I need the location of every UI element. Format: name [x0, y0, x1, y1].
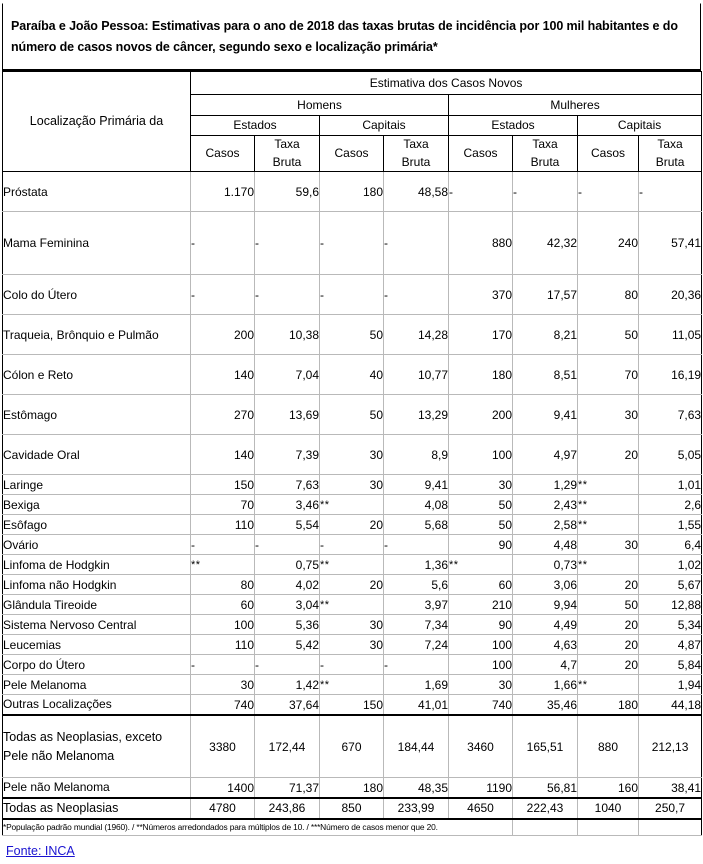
table-cell: -: [320, 212, 384, 275]
table-cell: 41,01: [384, 695, 449, 715]
table-cell: 5,36: [255, 615, 320, 635]
table-cell: 70: [578, 355, 639, 395]
table-cell: 1,66: [513, 675, 578, 695]
table-cell: 1,69: [384, 675, 449, 695]
header-metric-taxa-me: [513, 136, 578, 172]
table-cell: 140: [191, 435, 255, 475]
table-cell: 30: [320, 475, 384, 495]
header-homens-label: Homens: [297, 97, 342, 112]
table-cell: **: [578, 475, 639, 495]
row-label: Corpo do Útero: [3, 655, 191, 675]
header-metric-taxa-he: [255, 136, 320, 172]
table-cell: 20: [578, 575, 639, 595]
table-row: [3, 635, 702, 655]
table-cell: 5,05: [639, 435, 702, 475]
table-cell: 14,28: [384, 315, 449, 355]
table-cell: -: [384, 655, 449, 675]
table-cell: 100: [449, 635, 513, 655]
table-cell: 56,81: [513, 778, 578, 798]
table-cell: 180: [449, 355, 513, 395]
table-cell: -: [449, 172, 513, 212]
table-cell: 10,77: [384, 355, 449, 395]
table-cell: 880: [578, 715, 639, 778]
table-cell: 180: [320, 778, 384, 798]
table-row: [3, 615, 702, 635]
table-cell: 30: [191, 675, 255, 695]
table-cell: 4,97: [513, 435, 578, 475]
table-cell: 4780: [191, 798, 255, 819]
table-cell: -: [255, 655, 320, 675]
table-cell: 44,18: [639, 695, 702, 715]
table-cell: 30: [320, 435, 384, 475]
table-cell: 7,34: [384, 615, 449, 635]
table-cell: 20: [578, 435, 639, 475]
table-cell: 8,21: [513, 315, 578, 355]
taxa-line2: Bruta: [655, 154, 685, 169]
footnote-blank-1: [513, 819, 578, 836]
table-cell: **: [449, 555, 513, 575]
table-cell: 71,37: [255, 778, 320, 798]
table-cell: 57,41: [639, 212, 702, 275]
row-label: Cavidade Oral: [3, 435, 191, 475]
table-title-block: [2, 3, 701, 69]
table-cell: 5,54: [255, 515, 320, 535]
table-cell: -: [191, 655, 255, 675]
table-cell: **: [320, 495, 384, 515]
table-cell: 4,02: [255, 575, 320, 595]
table-cell: 17,57: [513, 275, 578, 315]
table-cell: 212,13: [639, 715, 702, 778]
table-cell: -: [320, 275, 384, 315]
table-cell: **: [320, 595, 384, 615]
table-cell: 16,19: [639, 355, 702, 395]
taxa-line1: Taxa: [274, 137, 300, 152]
row-label: Linfoma não Hodgkin: [3, 575, 191, 595]
table-row: [3, 435, 702, 475]
table-cell: 180: [578, 695, 639, 715]
table-cell: 59,6: [255, 172, 320, 212]
row-label: Todas as Neoplasias: [3, 798, 191, 819]
table-cell: **: [320, 555, 384, 575]
table-row: [3, 515, 702, 535]
table-row: [3, 595, 702, 615]
table-cell: 1,42: [255, 675, 320, 695]
table-cell: 30: [578, 395, 639, 435]
header-metric-taxa-mc: [639, 136, 702, 172]
table-cell: -: [384, 535, 449, 555]
table-cell: 4,87: [639, 635, 702, 655]
table-cell: 6,4: [639, 535, 702, 555]
row-label: Laringe: [3, 475, 191, 495]
table-cell: 670: [320, 715, 384, 778]
table-cell: 3,46: [255, 495, 320, 515]
table-row: [3, 715, 702, 778]
source-row: [2, 836, 701, 864]
table-cell: 4,7: [513, 655, 578, 675]
table-cell: 48,58: [384, 172, 449, 212]
table-cell: -: [191, 275, 255, 315]
table-cell: 4650: [449, 798, 513, 819]
table-cell: **: [191, 555, 255, 575]
table-cell: 20,36: [639, 275, 702, 315]
table-cell: 30: [578, 535, 639, 555]
row-label: Traqueia, Brônquio e Pulmão: [3, 315, 191, 355]
table-cell: 60: [191, 595, 255, 615]
table-cell: 3,06: [513, 575, 578, 595]
table-cell: 850: [320, 798, 384, 819]
table-row: [3, 778, 702, 798]
table-cell: -: [320, 535, 384, 555]
row-label: Sistema Nervoso Central: [3, 615, 191, 635]
table-cell: 9,41: [384, 475, 449, 495]
header-homens-estados: Estados: [191, 116, 320, 136]
table-cell: 60: [449, 575, 513, 595]
table-cell: 7,63: [639, 395, 702, 435]
table-cell: 7,39: [255, 435, 320, 475]
table-cell: 50: [320, 315, 384, 355]
table-cell: 12,88: [639, 595, 702, 615]
table-row: [3, 315, 702, 355]
table-cell: 1,94: [639, 675, 702, 695]
table-cell: 20: [320, 515, 384, 535]
table-cell: 50: [578, 595, 639, 615]
table-row: [3, 535, 702, 555]
table-cell: 880: [449, 212, 513, 275]
taxa-line1: Taxa: [532, 137, 558, 152]
table-cell: -: [639, 172, 702, 212]
table-cell: 7,04: [255, 355, 320, 395]
table-cell: 370: [449, 275, 513, 315]
taxa-line1: Taxa: [403, 137, 429, 152]
table-cell: 100: [449, 435, 513, 475]
table-cell: -: [191, 535, 255, 555]
table-cell: 50: [449, 495, 513, 515]
table-cell: **: [320, 675, 384, 695]
table-cell: 5,84: [639, 655, 702, 675]
table-row: [3, 275, 702, 315]
table-row: [3, 575, 702, 595]
footnote-row: [3, 819, 702, 836]
table-row: [3, 798, 702, 819]
table-cell: 1,55: [639, 515, 702, 535]
table-cell: -: [255, 535, 320, 555]
table-cell: **: [578, 495, 639, 515]
table-row: [3, 655, 702, 675]
table-cell: **: [578, 675, 639, 695]
table-cell: 0,75: [255, 555, 320, 575]
taxa-line2: Bruta: [401, 154, 431, 169]
source-inca-link[interactable]: Fonte: INCA: [6, 844, 75, 858]
table-cell: 1,29: [513, 475, 578, 495]
table-cell: 172,44: [255, 715, 320, 778]
table-cell: 4,63: [513, 635, 578, 655]
row-label: Mama Feminina: [3, 212, 191, 275]
table-row: [3, 212, 702, 275]
table-cell: -: [513, 172, 578, 212]
table-cell: 3380: [191, 715, 255, 778]
table-cell: 170: [449, 315, 513, 355]
table-cell: 200: [191, 315, 255, 355]
table-cell: -: [384, 212, 449, 275]
row-label: Todas as Neoplasias, exceto Pele não Melanoma: [3, 715, 191, 778]
header-group-homens: [191, 95, 449, 116]
table-body: [3, 172, 702, 819]
table-cell: 100: [191, 615, 255, 635]
row-label: Estômago: [3, 395, 191, 435]
table-cell: 0,73: [513, 555, 578, 575]
header-group-mulheres: [449, 95, 702, 116]
row-label: Glândula Tireoide: [3, 595, 191, 615]
table-cell: 140: [191, 355, 255, 395]
table-cell: -: [384, 275, 449, 315]
header-metric-casos-me: Casos: [449, 136, 513, 172]
taxa-line1: Taxa: [657, 137, 683, 152]
table-cell: **: [578, 515, 639, 535]
table-cell: 13,29: [384, 395, 449, 435]
table-head: [3, 72, 702, 172]
page-title-line-1: Paraíba e João Pessoa: Estimativas para o ano de 2018 das taxas brutas de incidência por 100 mil habitantes e do: [11, 19, 678, 33]
table-cell: 9,94: [513, 595, 578, 615]
row-label: Pele Melanoma: [3, 675, 191, 695]
table-cell: 150: [320, 695, 384, 715]
table-cell: 1.170: [191, 172, 255, 212]
table-cell: 4,08: [384, 495, 449, 515]
header-localizacao-primaria: Localização Primária da: [3, 72, 191, 172]
table-cell: 1400: [191, 778, 255, 798]
table-cell: 90: [449, 615, 513, 635]
table-row: [3, 172, 702, 212]
table-cell: 50: [320, 395, 384, 435]
taxa-line2: Bruta: [530, 154, 560, 169]
table-cell: 37,64: [255, 695, 320, 715]
table-cell: 90: [449, 535, 513, 555]
table-cell: -: [255, 212, 320, 275]
table-cell: 240: [578, 212, 639, 275]
row-label: Ovário: [3, 535, 191, 555]
table-cell: 740: [449, 695, 513, 715]
header-row-group-top: [3, 72, 702, 95]
page-title-line-2: número de casos novos de câncer, segundo sexo e localização primária*: [11, 39, 438, 54]
table-cell: 30: [449, 475, 513, 495]
table-cell: 13,69: [255, 395, 320, 435]
table-row: [3, 495, 702, 515]
header-mulheres-label: Mulheres: [550, 97, 600, 112]
table-cell: 30: [449, 675, 513, 695]
table-cell: 50: [449, 515, 513, 535]
footnote-blank-2: [578, 819, 639, 836]
header-metric-casos-mc: Casos: [578, 136, 639, 172]
estimates-table: [2, 71, 702, 836]
table-cell: 180: [320, 172, 384, 212]
header-metric-taxa-hc: [384, 136, 449, 172]
table-cell: 30: [320, 635, 384, 655]
table-row: [3, 675, 702, 695]
table-cell: 165,51: [513, 715, 578, 778]
table-cell: 4,49: [513, 615, 578, 635]
row-label: Bexiga: [3, 495, 191, 515]
table-cell: 4,48: [513, 535, 578, 555]
table-cell: -: [191, 212, 255, 275]
header-mulheres-capitais: Capitais: [578, 116, 702, 136]
table-cell: 2,58: [513, 515, 578, 535]
table-cell: 48,35: [384, 778, 449, 798]
table-cell: 2,43: [513, 495, 578, 515]
table-cell: **: [578, 555, 639, 575]
table-page: [0, 3, 703, 858]
footnote-text: *População padrão mundial (1960). / **Números arredondados para múltiplos de 10. / ***Número de casos menor que 20.: [3, 819, 513, 836]
table-cell: 80: [578, 275, 639, 315]
table-row: [3, 395, 702, 435]
table-foot: [3, 819, 702, 836]
table-cell: 740: [191, 695, 255, 715]
table-cell: 9,41: [513, 395, 578, 435]
table-cell: 110: [191, 635, 255, 655]
table-cell: 1190: [449, 778, 513, 798]
table-cell: 2,6: [639, 495, 702, 515]
table-cell: 1,02: [639, 555, 702, 575]
table-cell: 184,44: [384, 715, 449, 778]
table-cell: 80: [191, 575, 255, 595]
table-cell: 200: [449, 395, 513, 435]
table-cell: 160: [578, 778, 639, 798]
table-cell: 20: [578, 635, 639, 655]
footnote-blank-3: [639, 819, 702, 836]
table-cell: 243,86: [255, 798, 320, 819]
table-row: [3, 695, 702, 715]
table-cell: 8,51: [513, 355, 578, 395]
row-label: Colo do Útero: [3, 275, 191, 315]
row-label: Outras Localizações: [3, 695, 191, 715]
table-cell: 250,7: [639, 798, 702, 819]
table-cell: 5,34: [639, 615, 702, 635]
table-cell: 3,04: [255, 595, 320, 615]
row-label: Leucemias: [3, 635, 191, 655]
table-row: [3, 475, 702, 495]
table-cell: 42,32: [513, 212, 578, 275]
table-cell: -: [255, 275, 320, 315]
table-cell: 70: [191, 495, 255, 515]
header-estimativa-casos-novos: Estimativa dos Casos Novos: [191, 72, 702, 95]
row-label: Esôfago: [3, 515, 191, 535]
table-row: [3, 555, 702, 575]
table-cell: 100: [449, 655, 513, 675]
table-cell: 1040: [578, 798, 639, 819]
row-label: Pele não Melanoma: [3, 778, 191, 798]
row-label: Linfoma de Hodgkin: [3, 555, 191, 575]
table-cell: 20: [320, 575, 384, 595]
table-cell: 5,42: [255, 635, 320, 655]
table-cell: -: [320, 655, 384, 675]
table-cell: 7,63: [255, 475, 320, 495]
taxa-line2: Bruta: [272, 154, 302, 169]
table-cell: 10,38: [255, 315, 320, 355]
table-cell: 40: [320, 355, 384, 395]
table-cell: 210: [449, 595, 513, 615]
table-cell: 7,24: [384, 635, 449, 655]
header-homens-capitais: Capitais: [320, 116, 449, 136]
header-metric-casos-hc: Casos: [320, 136, 384, 172]
table-cell: 38,41: [639, 778, 702, 798]
table-cell: 3,97: [384, 595, 449, 615]
table-cell: 110: [191, 515, 255, 535]
header-metric-casos-he: Casos: [191, 136, 255, 172]
table-cell: 11,05: [639, 315, 702, 355]
table-cell: 3460: [449, 715, 513, 778]
table-cell: 1,01: [639, 475, 702, 495]
table-cell: 50: [578, 315, 639, 355]
table-cell: 150: [191, 475, 255, 495]
table-row: [3, 355, 702, 395]
row-label: Próstata: [3, 172, 191, 212]
table-cell: 30: [320, 615, 384, 635]
table-cell: 35,46: [513, 695, 578, 715]
table-cell: 233,99: [384, 798, 449, 819]
table-cell: 8,9: [384, 435, 449, 475]
header-mulheres-estados: Estados: [449, 116, 578, 136]
table-cell: 5,68: [384, 515, 449, 535]
table-cell: 270: [191, 395, 255, 435]
table-cell: 222,43: [513, 798, 578, 819]
table-cell: 5,67: [639, 575, 702, 595]
table-cell: 5,6: [384, 575, 449, 595]
row-label: Cólon e Reto: [3, 355, 191, 395]
table-cell: 20: [578, 655, 639, 675]
table-cell: 20: [578, 615, 639, 635]
table-cell: -: [578, 172, 639, 212]
table-cell: 1,36: [384, 555, 449, 575]
